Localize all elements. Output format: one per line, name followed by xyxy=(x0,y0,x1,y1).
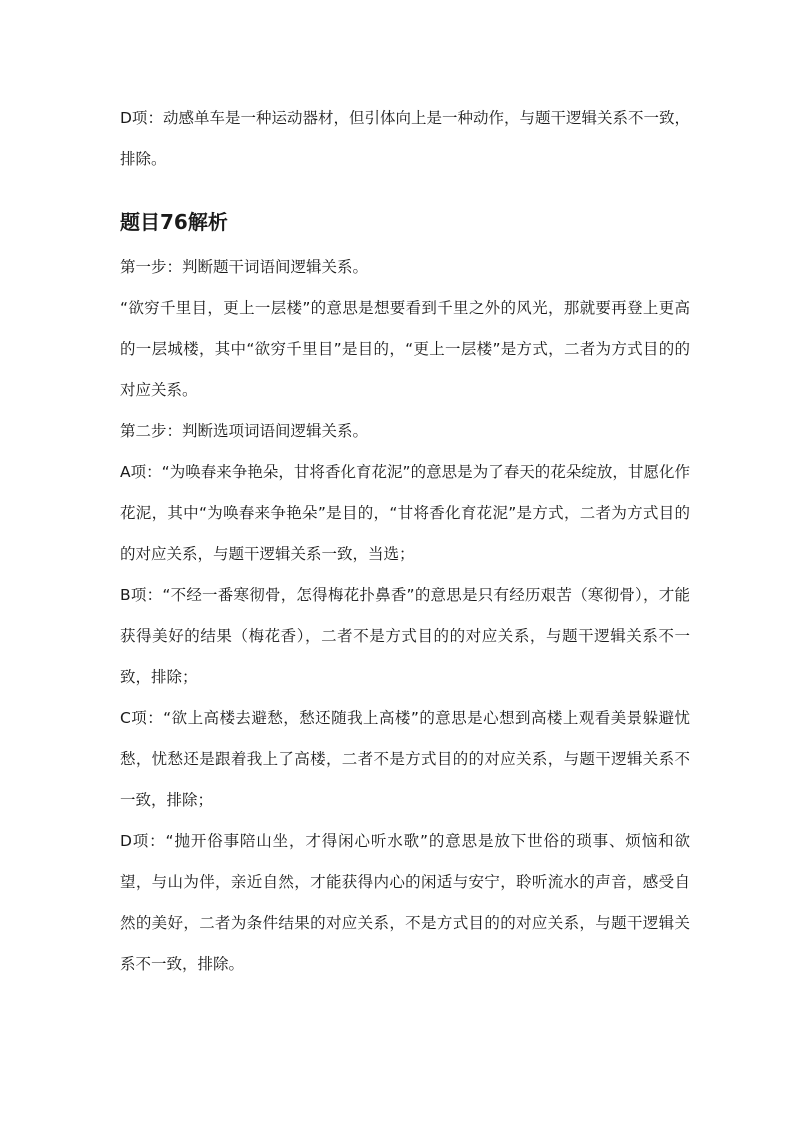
option-c-analysis: C项：“欲上高楼去避愁，愁还随我上高楼”的意思是心想到高楼上观看美景躲避忧愁，忧愁还是跟着我上了高楼，二者不是方式目的的对应关系，与题干逻辑关系不一致，排除； xyxy=(120,709,690,809)
step-one-label: 第一步：判断题干词语间逻辑关系。 xyxy=(120,258,369,276)
option-a-analysis: A项：“为唤春来争艳朵，甘将香化育花泥”的意思是为了春天的花朵绽放，甘愿化作花泥，其中“为唤春来争艳朵”是目的，“甘将香化育花泥”是方式，二者为方式目的的对应关系，与题干逻辑关系一致，当选； xyxy=(120,463,690,563)
previous-option-d: D项：动感单车是一种运动器材，但引体向上是一种动作，与题干逻辑关系不一致，排除。 xyxy=(120,109,690,168)
step-two-label: 第二步：判断选项词语间逻辑关系。 xyxy=(120,422,369,440)
section-heading: 题目76解析 xyxy=(120,210,228,234)
stem-analysis: “欲穷千里目，更上一层楼”的意思是想要看到千里之外的风光，那就要再登上更高的一层城楼，其中“欲穷千里目”是目的，“更上一层楼”是方式，二者为方式目的的对应关系。 xyxy=(120,299,690,399)
option-b-analysis: B项：“不经一番寒彻骨，怎得梅花扑鼻香”的意思是只有经历艰苦（寒彻骨），才能获得美好的结果（梅花香），二者不是方式目的的对应关系，与题干逻辑关系不一致，排除； xyxy=(120,586,690,686)
option-d-analysis: D项：“抛开俗事陪山坐，才得闲心听水歌”的意思是放下世俗的琐事、烦恼和欲望，与山为伴，亲近自然，才能获得内心的闲适与安宁，聆听流水的声音，感受自然的美好，二者为条件结果的对应关系，不是方式目的的对应关系，与题干逻辑关系不一致，排除。 xyxy=(120,832,690,973)
document-page xyxy=(120,98,690,985)
